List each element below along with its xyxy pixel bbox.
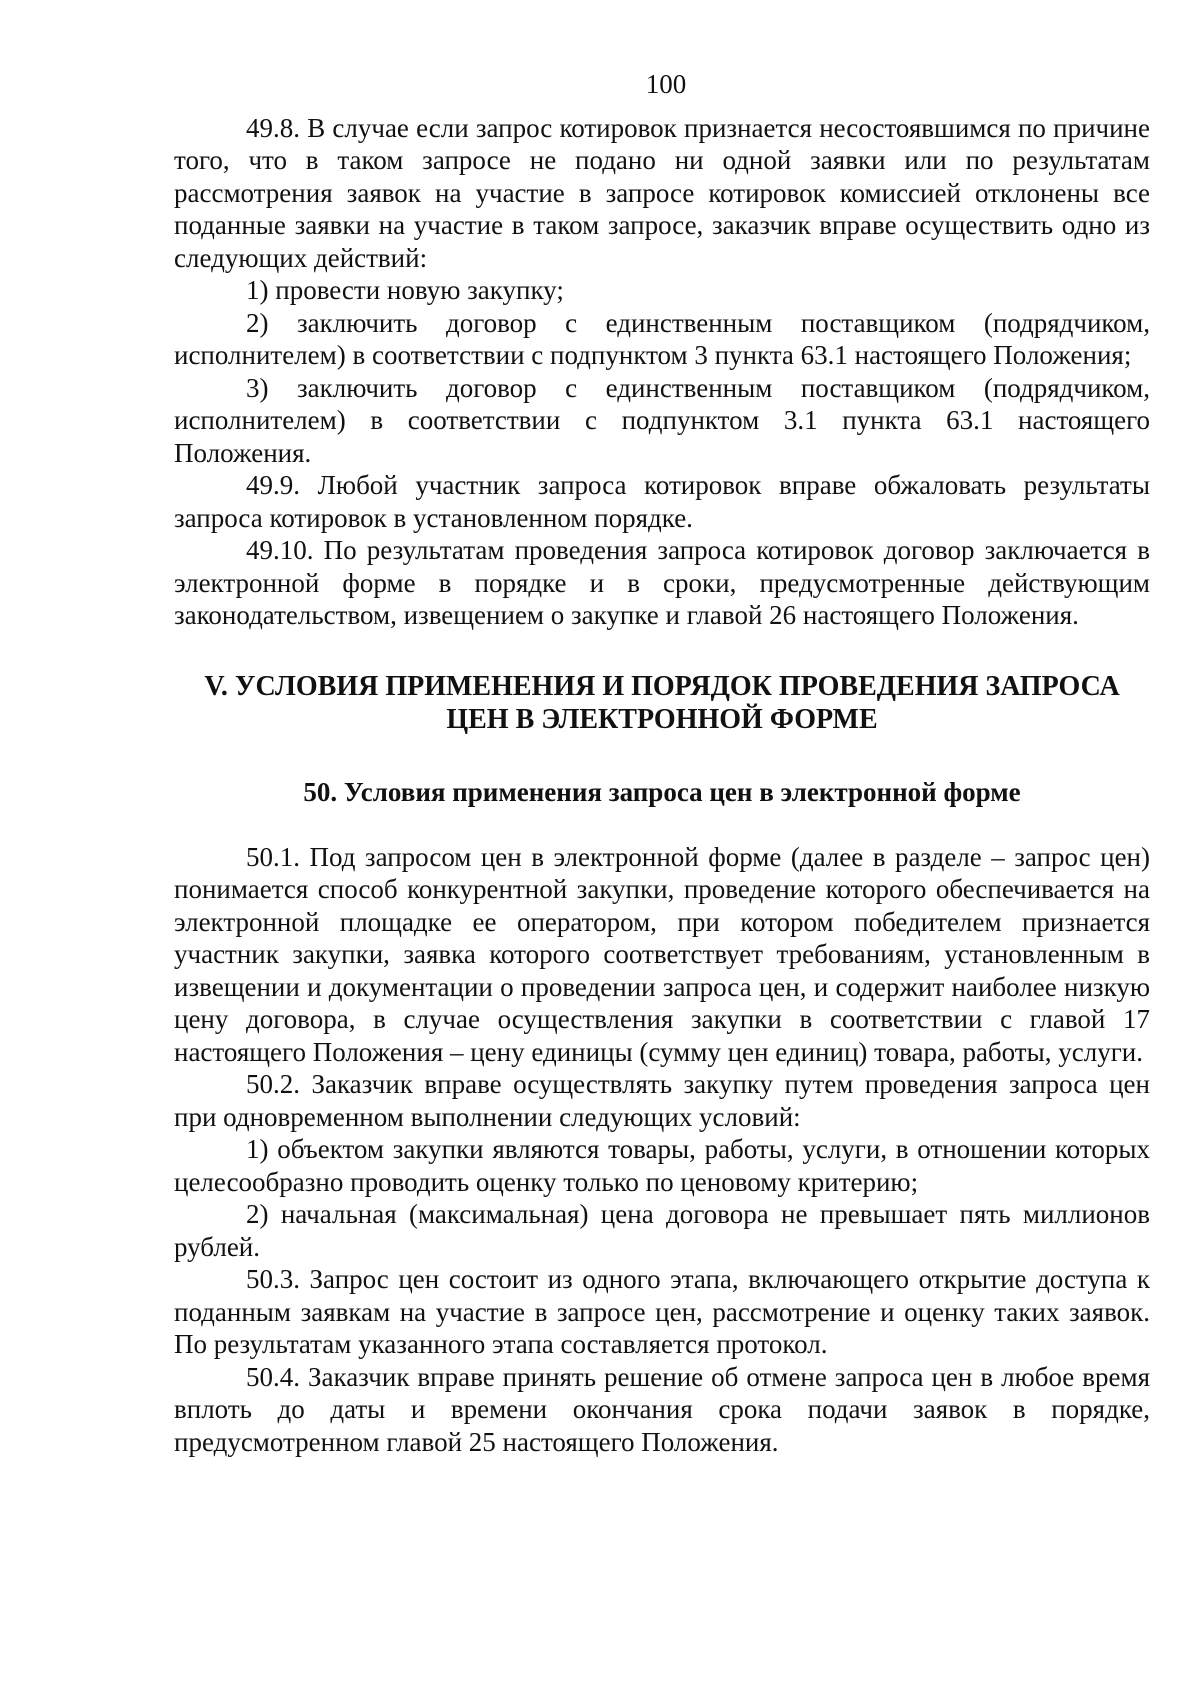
- page-number: 100: [645, 69, 687, 99]
- paragraph-50-2: 50.2. Заказчик вправе осуществлять закупку путем проведения запроса цен при одновременном выполнении следующих условий:: [174, 1069, 1150, 1132]
- list-item-49-8-1: 1) провести новую закупку;: [246, 275, 564, 305]
- paragraph-50-3: 50.3. Запрос цен состоит из одного этапа, включающего открытие доступа к поданным заявкам на участие в запросе цен, рассмотрение и оценку таких заявок. По результатам указанного этапа составляется протокол.: [174, 1264, 1150, 1359]
- list-item-50-2-2: 2) начальная (максимальная) цена договора не превышает пять миллионов рублей.: [174, 1199, 1150, 1262]
- list-item-49-8-2: 2) заключить договор с единственным поставщиком (подрядчиком, исполнителем) в соответствии с подпунктом 3 пункта 63.1 настоящего Положения;: [174, 307, 1150, 370]
- section-heading-line-1: V. УСЛОВИЯ ПРИМЕНЕНИЯ И ПОРЯДОК ПРОВЕДЕНИЯ ЗАПРОСА: [204, 670, 1120, 702]
- paragraph-49-8: 49.8. В случае если запрос котировок признается несостоявшимся по причине того, что в таком запросе не подано ни одной заявки или по результатам рассмотрения заявок на участие в запросе котировок комиссией отклонены все поданные заявки на участие в таком запросе, заказчик вправе осуществить одно из следующих действий:: [174, 112, 1150, 273]
- paragraph-50-1: 50.1. Под запросом цен в электронной форме (далее в разделе – запрос цен) понимается способ конкурентной закупки, проведение которого обеспечивается на электронной площадке ее оператором, при котором победителем признается участник закупки, заявка которого соответствует требованиям, установленным в извещении и документации о проведении запроса цен, и содержит наиболее низкую цену договора, в случае осуществления закупки в соответствии с главой 17 настоящего Положения – цену единицы (сумму цен единиц) товара, работы, услуги.: [174, 841, 1150, 1067]
- section-heading: [174, 670, 1150, 736]
- list-item-49-8-3: 3) заключить договор с единственным поставщиком (подрядчиком, исполнителем) в соответствии с подпунктом 3.1 пункта 63.1 настоящего Положения.: [174, 372, 1150, 468]
- list-item-50-2-1: 1) объектом закупки являются товары, работы, услуги, в отношении которых целесообразно проводить оценку только по ценовому критерию;: [174, 1134, 1150, 1197]
- paragraph-50-4: 50.4. Заказчик вправе принять решение об отмене запроса цен в любое время вплоть до даты и времени окончания срока подачи заявок в порядке, предусмотренном главой 25 настоящего Положения.: [174, 1361, 1150, 1457]
- section-heading-line-2: ЦЕН В ЭЛЕКТРОННОЙ ФОРМЕ: [446, 703, 878, 735]
- paragraph-49-10: 49.10. По результатам проведения запроса котировок договор заключается в электронной форме в порядке и в сроки, предусмотренные действующим законодательством, извещением о закупке и главой 26 настоящего Положения.: [174, 535, 1150, 630]
- paragraph-49-9: 49.9. Любой участник запроса котировок вправе обжаловать результаты запроса котировок в установленном порядке.: [174, 470, 1150, 533]
- chapter-heading-50: 50. Условия применения запроса цен в электронной форме: [303, 776, 1021, 807]
